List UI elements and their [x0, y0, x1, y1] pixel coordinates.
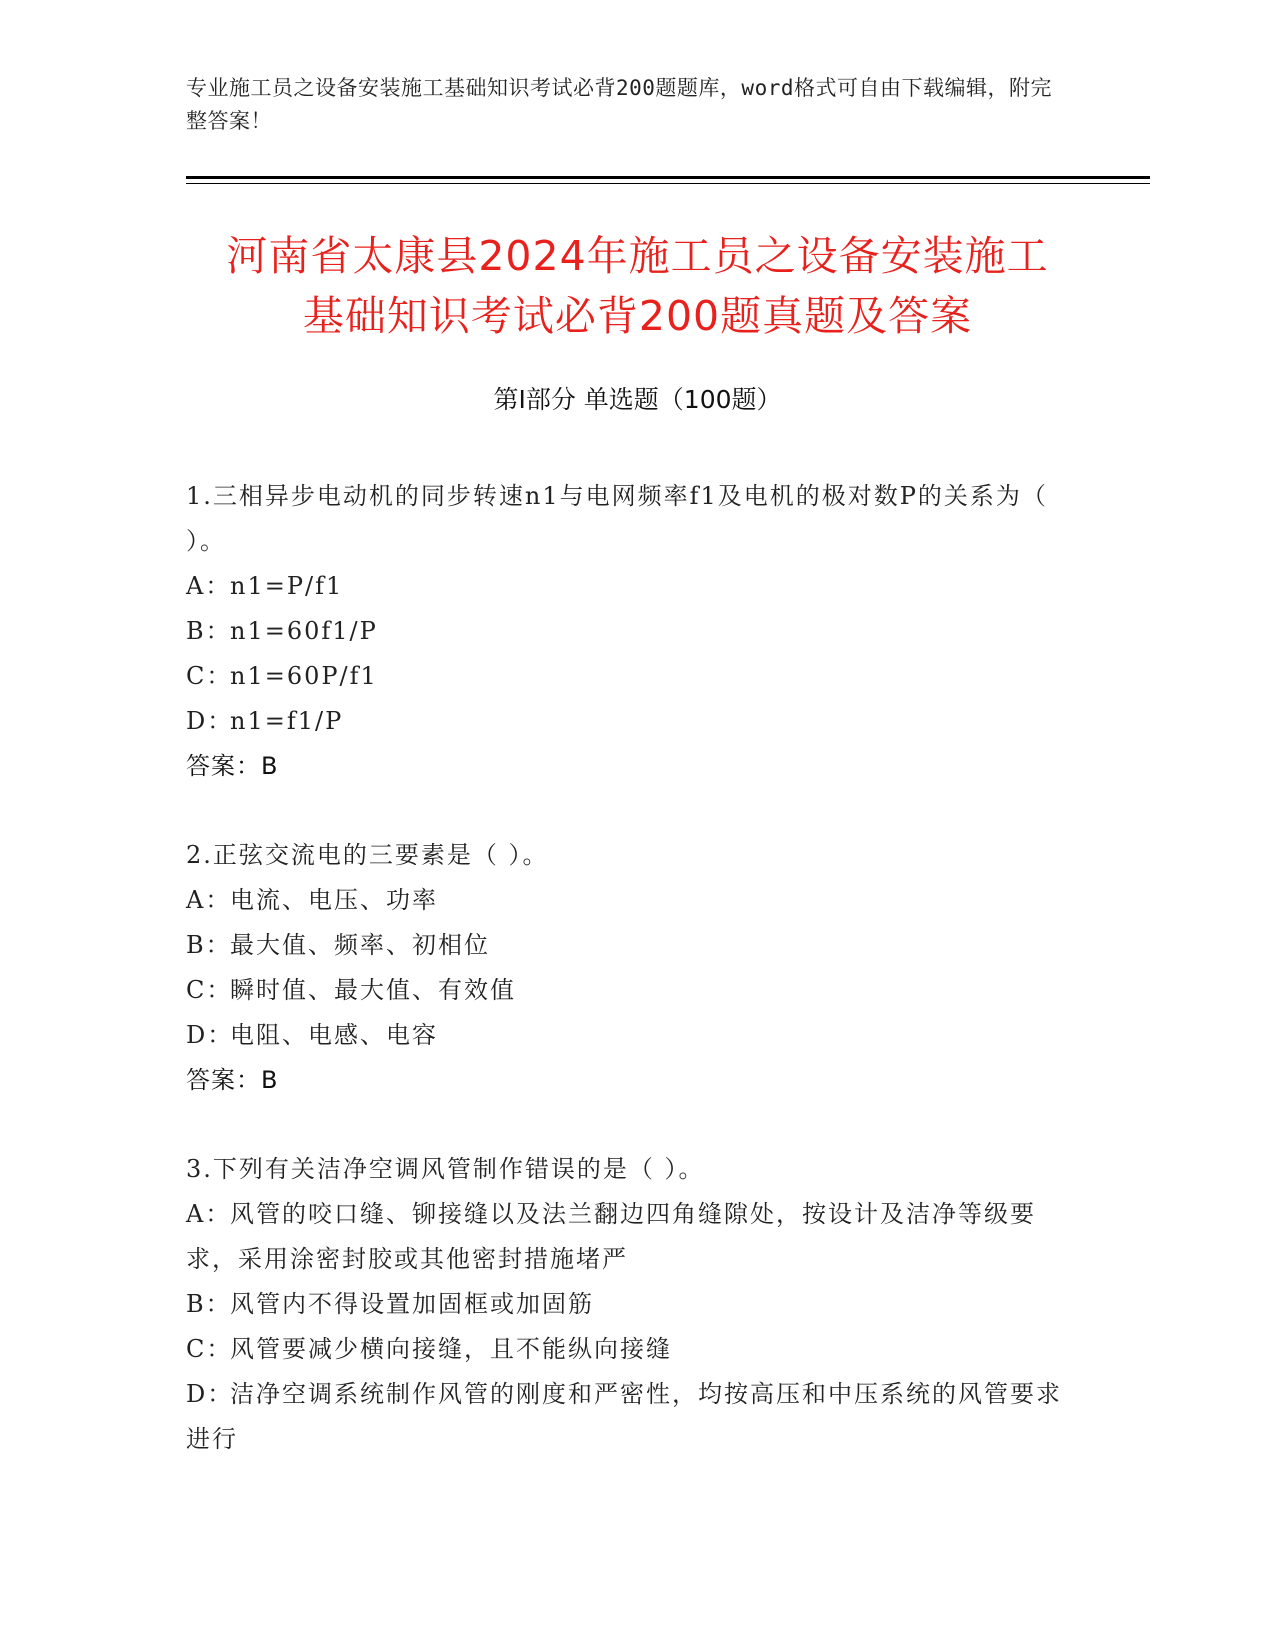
option-text: 洁净空调系统制作风管的刚度和严密性，均按高压和中压系统的风管要求进行 — [186, 1380, 1062, 1453]
option-letter: A： — [186, 572, 232, 600]
option-letter: B： — [186, 1290, 232, 1318]
option-letter: C： — [186, 662, 233, 690]
option-letter: A： — [186, 1200, 232, 1228]
document-title-line-1: 河南省太康县2024年施工员之设备安装施工 — [226, 232, 1049, 280]
option-letter: C： — [186, 976, 233, 1004]
option-text: n1=P/f1 — [230, 572, 344, 600]
option-letter: B： — [186, 931, 232, 959]
header-note: 专业施工员之设备安装施工基础知识考试必背200题题库，word格式可自由下载编辑，附完整答案！ — [186, 76, 1052, 133]
option-c — [186, 1327, 1071, 1372]
section-heading: 第I部分 单选题（100题） — [493, 385, 782, 414]
option-c — [186, 654, 1071, 699]
document-title — [150, 226, 1125, 346]
option-a — [186, 878, 1071, 923]
question-1 — [186, 474, 1071, 789]
header-rule-thin — [186, 183, 1150, 184]
option-d — [186, 1372, 1071, 1462]
option-text: n1=60f1/P — [230, 617, 378, 645]
question-3 — [186, 1147, 1071, 1462]
answer-line: 答案：B — [186, 752, 279, 780]
option-text: 瞬时值、最大值、有效值 — [230, 976, 516, 1004]
option-letter: A： — [186, 886, 232, 914]
option-letter: D： — [186, 707, 234, 735]
question-list — [186, 474, 1071, 1506]
option-text: 电流、电压、功率 — [230, 886, 438, 914]
document-title-line-2: 基础知识考试必背200题真题及答案 — [302, 292, 973, 340]
option-text: n1=f1/P — [230, 707, 344, 735]
option-text: 最大值、频率、初相位 — [230, 931, 490, 959]
option-d — [186, 1013, 1071, 1058]
option-text: 风管的咬口缝、铆接缝以及法兰翻边四角缝隙处，按设计及洁净等级要求，采用涂密封胶或其他密封措施堵严 — [186, 1200, 1036, 1273]
option-d — [186, 699, 1071, 744]
option-letter: D： — [186, 1380, 234, 1408]
option-b — [186, 609, 1071, 654]
header-rule-thick — [186, 176, 1150, 179]
option-text: n1=60P/f1 — [230, 662, 378, 690]
answer-line: 答案：B — [186, 1066, 279, 1094]
option-a — [186, 564, 1071, 609]
option-letter: D： — [186, 1021, 234, 1049]
option-b — [186, 1282, 1071, 1327]
option-b — [186, 923, 1071, 968]
option-text: 电阻、电感、电容 — [230, 1021, 438, 1049]
question-2 — [186, 833, 1071, 1103]
question-stem: 2.正弦交流电的三要素是（ ）。 — [186, 841, 549, 869]
option-text: 风管要减少横向接缝，且不能纵向接缝 — [230, 1335, 672, 1363]
option-c — [186, 968, 1071, 1013]
question-stem: 3.下列有关洁净空调风管制作错误的是（ ）。 — [186, 1155, 705, 1183]
option-letter: C： — [186, 1335, 233, 1363]
option-a — [186, 1192, 1071, 1282]
option-letter: B： — [186, 617, 232, 645]
question-stem: 1.三相异步电动机的同步转速n1与电网频率f1及电机的极对数P的关系为（ ）。 — [186, 482, 1048, 555]
option-text: 风管内不得设置加固框或加固筋 — [230, 1290, 594, 1318]
